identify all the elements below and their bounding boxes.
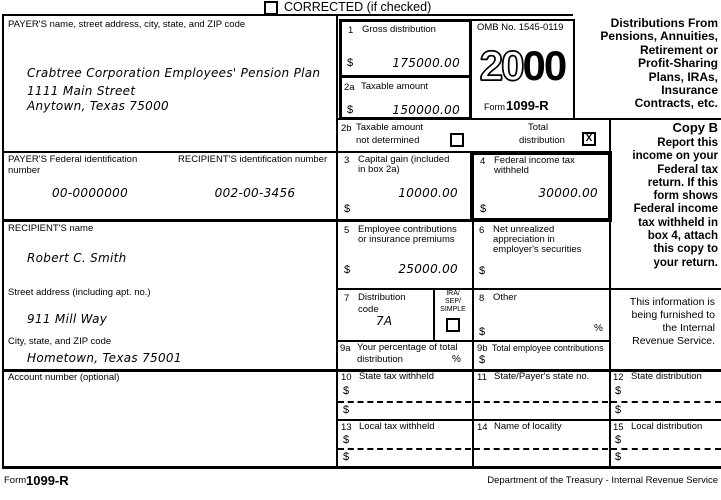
grid-line: [2, 466, 721, 469]
box10-number: 10: [341, 372, 352, 383]
box1-value[interactable]: 175000.00: [392, 56, 460, 70]
box7-label-line1: Distribution: [358, 292, 406, 303]
copy-b-instruction-line: Federal tax: [657, 163, 718, 176]
payer-fed-id-label: PAYER'S Federal identification number: [8, 154, 138, 176]
box2b-label-line2: not determined: [356, 135, 420, 146]
copy-b-instruction-line: box 4, attach: [647, 230, 718, 243]
copy-b-instruction-line: your return.: [653, 256, 718, 269]
copy-b-instruction-line: return. If this: [647, 176, 718, 189]
box3-dollar-sign: $: [344, 203, 351, 215]
recipient-city-label: City, state, and ZIP code: [8, 336, 112, 347]
recipient-name-value: Robert C. Smith: [27, 251, 127, 265]
box2a-value[interactable]: 150000.00: [392, 103, 460, 117]
box10-dollar-sign-1: $: [343, 385, 350, 397]
ira-label-line2: SEP/: [445, 298, 461, 305]
box12-dollar-sign-1: $: [615, 385, 622, 397]
box7-value[interactable]: 7A: [376, 314, 393, 328]
box4-value[interactable]: 30000.00: [538, 186, 598, 200]
ira-label-line3: SIMPLE: [440, 306, 466, 313]
omb-form-number: 1099-R: [506, 98, 549, 113]
box15-dollar-sign-1: $: [615, 434, 622, 446]
box14-number: 14: [477, 422, 488, 433]
copy-b-instruction-line: this copy to: [653, 243, 718, 256]
box14-entry-line[interactable]: [474, 448, 608, 450]
payer-label: PAYER'S name, street address, city, state, and ZIP code: [8, 19, 246, 30]
form-title-line: Pensions, Annuities,: [600, 29, 718, 44]
box13-entry-line[interactable]: [338, 448, 471, 450]
copy-b-instruction-line: income on your: [632, 150, 718, 163]
box11-label: State/Payer's state no.: [494, 371, 590, 382]
box15-entry-line[interactable]: [611, 448, 721, 450]
form-title-line: Plans, IRAs,: [648, 69, 718, 84]
copy-b-instruction-line: Federal income: [633, 203, 718, 216]
furnished-notice: [600, 296, 715, 348]
box12-number: 12: [613, 372, 624, 383]
grid-line: [336, 14, 338, 466]
corrected-label: CORRECTED (if checked): [284, 0, 432, 14]
box13-label: Local tax withheld: [359, 421, 435, 432]
recipient-street-label: Street address (including apt. no.): [8, 287, 151, 298]
box12-dollar-sign-2: $: [615, 404, 622, 416]
footer-form-word: Form: [4, 475, 27, 486]
payer-city-value: Anytown, Texas 75000: [27, 99, 169, 113]
copy-b-instruction-line: tax withheld in: [638, 216, 718, 229]
form-title-line: Contracts, etc.: [634, 96, 718, 111]
recipient-street-value: 911 Mill Way: [27, 312, 108, 326]
total-distribution-label-line1: Total: [528, 122, 549, 133]
box10-label: State tax withheld: [359, 371, 434, 382]
box5-label-line1: Employee contributions: [358, 224, 457, 235]
furnished-notice-line: being furnished to: [631, 309, 715, 321]
box6-label-line3: employer's securities: [493, 244, 582, 255]
furnished-notice-line: This information is: [629, 296, 715, 308]
box3-label-line2: in box 2a): [358, 164, 400, 175]
box9b-dollar-sign: $: [479, 354, 486, 366]
box1-number: 1: [348, 25, 354, 36]
copy-b-instruction-line: form shows: [653, 190, 718, 203]
box2b-number: 2b: [341, 123, 352, 134]
box10-entry-line[interactable]: [338, 401, 471, 403]
box2a-label: Taxable amount: [361, 81, 429, 92]
ira-sep-simple-checkbox[interactable]: [446, 318, 460, 332]
furnished-notice-line: Revenue Service.: [632, 335, 715, 347]
grid-line: [2, 14, 573, 16]
box12-label: State distribution: [631, 371, 702, 382]
form-title-line: Insurance: [661, 83, 718, 98]
tax-year-outline-digits: 20: [479, 42, 523, 89]
box9b-label: Total employee contributions: [492, 343, 604, 353]
form-title-line: Retirement or: [639, 42, 718, 57]
box6-dollar-sign: $: [479, 265, 486, 277]
recipient-name-label: RECIPIENT'S name: [8, 223, 94, 234]
footer-form-number: 1099-R: [26, 473, 69, 488]
box15-number: 15: [613, 422, 624, 433]
box5-value[interactable]: 25000.00: [398, 262, 458, 276]
box10-dollar-sign-2: $: [343, 404, 350, 416]
box6-label-line1: Net unrealized: [493, 224, 555, 235]
ira-label-line1: IRA/: [446, 290, 460, 297]
box3-number: 3: [344, 155, 350, 166]
payer-street-value: 1111 Main Street: [27, 84, 136, 98]
box7-number: 7: [344, 293, 350, 304]
tax-year: [470, 42, 575, 89]
box9a-number: 9a: [340, 343, 351, 354]
box13-dollar-sign-1: $: [343, 434, 350, 446]
box15-dollar-sign-2: $: [615, 451, 622, 463]
form-title-line: Profit-Sharing: [638, 56, 718, 71]
omb-number: OMB No. 1545-0119: [477, 22, 564, 33]
recipient-city-value: Hometown, Texas 75001: [27, 351, 182, 365]
box8-percent-sign: %: [594, 323, 603, 334]
taxable-not-determined-checkbox[interactable]: [450, 133, 464, 147]
box1-dollar-sign: $: [347, 57, 354, 69]
footer-department: Department of the Treasury - Internal Revenue Service: [487, 475, 718, 486]
box9a-label-line2: distribution: [357, 354, 403, 365]
account-number-label: Account number (optional): [8, 372, 120, 383]
box12-entry-line[interactable]: [611, 401, 721, 403]
copy-b-instruction-line: Report this: [657, 137, 718, 149]
box2a-dollar-sign: $: [347, 104, 354, 116]
form-title-line: Distributions From: [610, 16, 718, 30]
box2b-label-line1: Taxable amount: [356, 122, 424, 133]
box9a-percent-sign: %: [452, 354, 461, 365]
total-distribution-label-line2: distribution: [519, 135, 565, 146]
box3-value[interactable]: 10000.00: [398, 186, 458, 200]
box6-number: 6: [479, 225, 485, 236]
box8-dollar-sign: $: [479, 326, 486, 338]
box4-label-line1: Federal income tax: [494, 155, 575, 166]
box1-label: Gross distribution: [362, 24, 436, 35]
recipient-id-value: 002-00-3456: [214, 186, 296, 200]
box11-number: 11: [477, 372, 487, 383]
box5-number: 5: [344, 225, 350, 236]
box5-dollar-sign: $: [344, 264, 351, 276]
copy-b-instructions: [600, 137, 718, 270]
box7-label-line2: code: [358, 304, 379, 315]
box9a-label-line1: Your percentage of total: [357, 342, 458, 353]
box9b-number: 9b: [477, 343, 488, 354]
copy-b-label: Copy B: [672, 120, 718, 135]
box2a-number: 2a: [344, 82, 355, 93]
box14-label: Name of locality: [494, 421, 562, 432]
box3-label-line1: Capital gain (included: [358, 154, 450, 165]
box6-label-line2: appreciation in: [493, 234, 555, 245]
box13-dollar-sign-2: $: [343, 451, 350, 463]
omb-form-word: Form: [484, 102, 505, 112]
payer-name-value: Crabtree Corporation Employees' Pension Plan: [27, 66, 321, 80]
tax-year-solid-digits: 00: [522, 42, 566, 89]
grid-line: [2, 14, 4, 469]
grid-line: [336, 288, 721, 290]
box15-label: Local distribution: [631, 421, 703, 432]
box11-entry-line[interactable]: [474, 401, 608, 403]
box8-label: Other: [493, 292, 517, 303]
total-distribution-checkbox[interactable]: X: [582, 132, 596, 146]
payer-fed-id-value: 00-0000000: [51, 186, 129, 200]
recipient-id-label: RECIPIENT'S identification number: [178, 154, 328, 165]
form-title: [565, 17, 718, 111]
furnished-notice-line: the Internal: [662, 322, 715, 334]
box4-label-line2: withheld: [494, 165, 529, 176]
box4-number: 4: [480, 156, 486, 167]
box8-number: 8: [479, 293, 485, 304]
corrected-checkbox[interactable]: [264, 1, 278, 15]
box4-dollar-sign: $: [480, 203, 487, 215]
box5-label-line2: or insurance premiums: [358, 234, 455, 245]
box13-number: 13: [341, 422, 352, 433]
